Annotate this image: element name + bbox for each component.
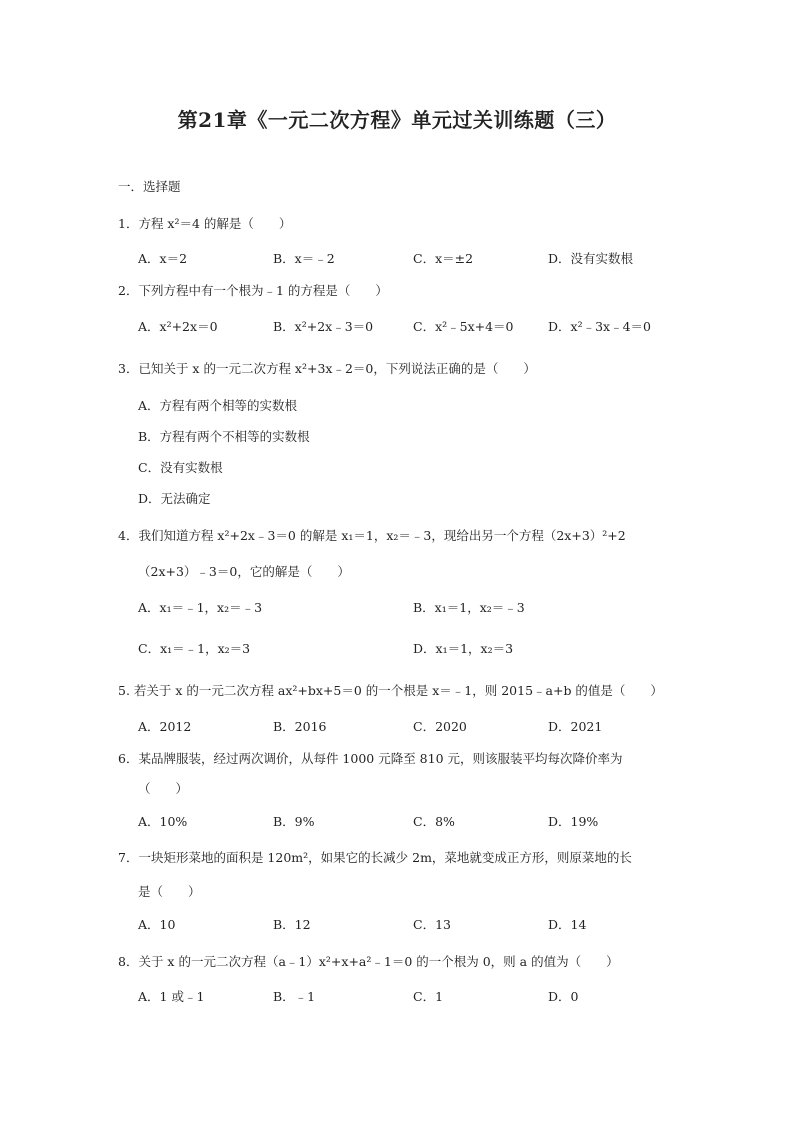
question-1-option-b: B．x＝﹣2 [273, 251, 335, 266]
question-6-option-c: C．8% [413, 814, 455, 829]
question-7-stem-continued: 是（ ） [138, 884, 201, 899]
question-6-stem: 6．某品牌服装，经过两次调价，从每件 1000 元降至 810 元，则该服装平均每次降价率为 [118, 751, 623, 766]
question-6-option-a: A．10% [138, 814, 188, 829]
question-4-stem-continued: （2x+3）﹣3＝0，它的解是（ ） [138, 564, 350, 579]
question-1-option-a: A．x＝2 [138, 251, 188, 266]
question-4-option-b: B．x₁＝1，x₂＝﹣3 [413, 600, 525, 615]
question-6-option-b: B．9% [273, 814, 315, 829]
question-3-option-a: A．方程有两个相等的实数根 [138, 398, 298, 413]
question-8-option-d: D．0 [548, 989, 579, 1004]
question-5-option-d: D．2021 [548, 719, 603, 734]
section-heading: 一．选择题 [118, 179, 181, 194]
question-6-stem-continued: （ ） [138, 781, 189, 796]
question-7-option-a: A．10 [138, 917, 176, 932]
question-8-stem: 8．关于 x 的一元二次方程（a﹣1）x²+x+a²﹣1＝0 的一个根为 0，则 a 的值为（ ） [118, 954, 619, 969]
question-2-option-b: B．x²+2x﹣3＝0 [273, 319, 374, 334]
question-1-option-d: D．没有实数根 [548, 251, 634, 266]
question-3-option-d: D．无法确定 [138, 491, 211, 506]
question-7-stem: 7．一块矩形菜地的面积是 120m²，如果它的长减少 2m，菜地就变成正方形，则原菜地的长 [118, 850, 632, 865]
question-4-option-a: A．x₁＝﹣1，x₂＝﹣3 [138, 600, 263, 615]
page-title: 第21章《一元二次方程》单元过关训练题（三） [177, 108, 617, 132]
question-1-stem: 1．方程 x²＝4 的解是（ ） [118, 216, 292, 231]
question-7-option-c: C．13 [413, 917, 451, 932]
question-7-option-b: B．12 [273, 917, 311, 932]
question-7-option-d: D．14 [548, 917, 587, 932]
question-1-option-c: C．x＝±2 [413, 251, 474, 266]
question-6-option-d: D．19% [548, 814, 599, 829]
question-4-stem: 4．我们知道方程 x²+2x﹣3＝0 的解是 x₁＝1，x₂＝﹣3，现给出另一个方程（2x+3）²+2 [118, 528, 626, 543]
question-2-option-a: A．x²+2x＝0 [138, 319, 218, 334]
question-4-option-d: D．x₁＝1，x₂＝3 [413, 641, 514, 656]
question-5-stem: 5. 若关于 x 的一元二次方程 ax²+bx+5＝0 的一个根是 x＝﹣1，则 2015﹣a+b 的值是（ ） [118, 683, 663, 698]
question-5-option-a: A．2012 [138, 719, 192, 734]
question-8-option-c: C．1 [413, 989, 444, 1004]
question-8-option-a: A．1 或﹣1 [138, 989, 205, 1004]
question-2-stem: 2．下列方程中有一个根为﹣1 的方程是（ ） [118, 283, 388, 298]
question-3-option-c: C．没有实数根 [138, 460, 223, 475]
question-3-stem: 3．已知关于 x 的一元二次方程 x²+3x﹣2＝0，下列说法正确的是（ ） [118, 361, 536, 376]
question-5-option-c: C．2020 [413, 719, 467, 734]
question-5-option-b: B．2016 [273, 719, 327, 734]
question-4-option-c: C．x₁＝﹣1，x₂＝3 [138, 641, 251, 656]
question-2-option-d: D．x²﹣3x﹣4＝0 [548, 319, 651, 334]
question-3-option-b: B．方程有两个不相等的实数根 [138, 429, 310, 444]
question-2-option-c: C．x²﹣5x+4＝0 [413, 319, 514, 334]
question-8-option-b: B．﹣1 [273, 989, 316, 1004]
